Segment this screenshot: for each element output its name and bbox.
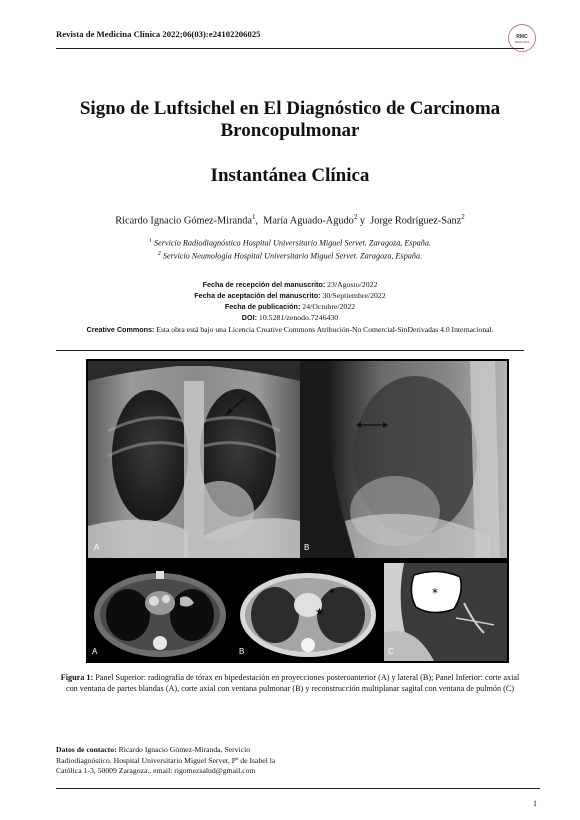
- caption-text: Panel Superior: radiografía de tórax en bipedestación en proyecciones posteroanterior (A) y lateral (B); Panel Inferior: corte axial con ventana de partes blandas (A), corte axial con ventana pulmonar (B) y reconstrucción multiplanar sagital con ventana de pulmón (C): [65, 673, 520, 693]
- doi-link[interactable]: 10.5281/zenodo.7246430: [258, 313, 339, 322]
- affiliation-sup: 1: [148, 238, 152, 244]
- affiliation-text: Servicio Neumología Hospital Universitario Miguel Servet. Zaragoza, España.: [162, 251, 423, 261]
- panel-label: B: [304, 543, 310, 552]
- ct-soft-tissue-panel: [88, 563, 233, 661]
- title-line-1: Signo de Luftsichel en El Diagnóstico de Carcinoma: [79, 98, 501, 119]
- doi-line: [40, 312, 540, 323]
- date-label: Fecha de aceptación del manuscrito:: [194, 291, 321, 300]
- footer-rule: [56, 788, 540, 789]
- contact-label: Datos de contacto:: [56, 745, 117, 754]
- page-number: 1: [533, 799, 537, 808]
- author-name: María Aguado-Agudo: [263, 215, 354, 227]
- caption-label: Figura 1:: [60, 673, 94, 682]
- panel-label: A: [94, 543, 100, 552]
- ct-lung-window-panel: [235, 563, 382, 661]
- contact-info: [56, 745, 296, 777]
- date-line: [40, 301, 540, 312]
- date-value: 23/Agosto/2022: [327, 280, 378, 289]
- author-sup: 2: [461, 213, 465, 221]
- license-line: [40, 325, 540, 334]
- ct-lung-window-image: [235, 563, 382, 661]
- asterisk-marker: *: [329, 586, 335, 600]
- asterisk-marker: *: [432, 586, 438, 600]
- affiliation-text: Servicio Radiodiagnóstico Hospital Universitario Miguel Servet. Zaragoza, España.: [154, 238, 432, 248]
- affiliation: [40, 238, 540, 248]
- affiliation: [40, 251, 540, 261]
- authors: [40, 213, 540, 226]
- date-label: Fecha de publicación:: [224, 302, 301, 311]
- title-line-2: Broncopulmonar: [220, 120, 360, 141]
- date-value: 30/Septiembre/2022: [322, 291, 386, 300]
- panel-label: A: [92, 647, 98, 656]
- xray-lateral-panel: [300, 361, 507, 558]
- contact-text: Ricardo Ignacio Gómez-Miranda, Servicio Radiodiagnóstico. Hospital Universitario Miguel Servet, Pº de Isabel la Católica 1-3, 50009 Zaragoza., email: rigomezsalud@gmail.com: [56, 745, 276, 776]
- license-text: Esta obra está bajo una Licencia Creative Commons Atribución-No Comercial-SinDerivadas 4.0 Internacional.: [156, 325, 494, 334]
- figure-caption: [56, 673, 524, 695]
- author-separator: y: [357, 215, 371, 227]
- author-name: Ricardo Ignacio Gómez-Miranda: [115, 215, 252, 227]
- xray-lateral-image: [300, 361, 507, 558]
- ct-soft-tissue-image: [88, 563, 233, 661]
- date-value: 24/Octubre/2022: [302, 302, 356, 311]
- xray-pa-panel: [88, 361, 300, 558]
- author-name: Jorge Rodríguez-Sanz: [370, 215, 462, 227]
- logo-text: RMC: [516, 34, 528, 40]
- dates-block: [40, 279, 540, 323]
- author-sup: 1: [251, 213, 256, 221]
- section-title: Instantánea Clínica: [210, 165, 370, 186]
- affiliation-sup: 2: [157, 251, 161, 257]
- doi-label: DOI:: [241, 313, 257, 322]
- license-label: Creative Commons:: [86, 325, 155, 334]
- author-separator: ,: [255, 215, 264, 227]
- article-title: [40, 98, 540, 142]
- xray-pa-image: [88, 361, 300, 558]
- panel-label: C: [388, 647, 394, 656]
- header-rule: [56, 48, 524, 49]
- star-marker: ★: [315, 607, 324, 618]
- date-label: Fecha de recepción del manuscrito:: [202, 280, 326, 289]
- panel-label: B: [239, 647, 245, 656]
- figure-1: [86, 359, 509, 663]
- date-line: [40, 279, 540, 290]
- ct-sagittal-panel: [384, 563, 507, 661]
- date-line: [40, 290, 540, 301]
- ct-sagittal-image: [384, 563, 507, 661]
- logo-subtext: MEDICINA: [514, 40, 530, 44]
- journal-header: Revista de Medicina Clínica 2022;06(03):e24102206025: [56, 29, 261, 39]
- author-sup: 2: [353, 213, 358, 221]
- front-matter-rule: [56, 350, 524, 351]
